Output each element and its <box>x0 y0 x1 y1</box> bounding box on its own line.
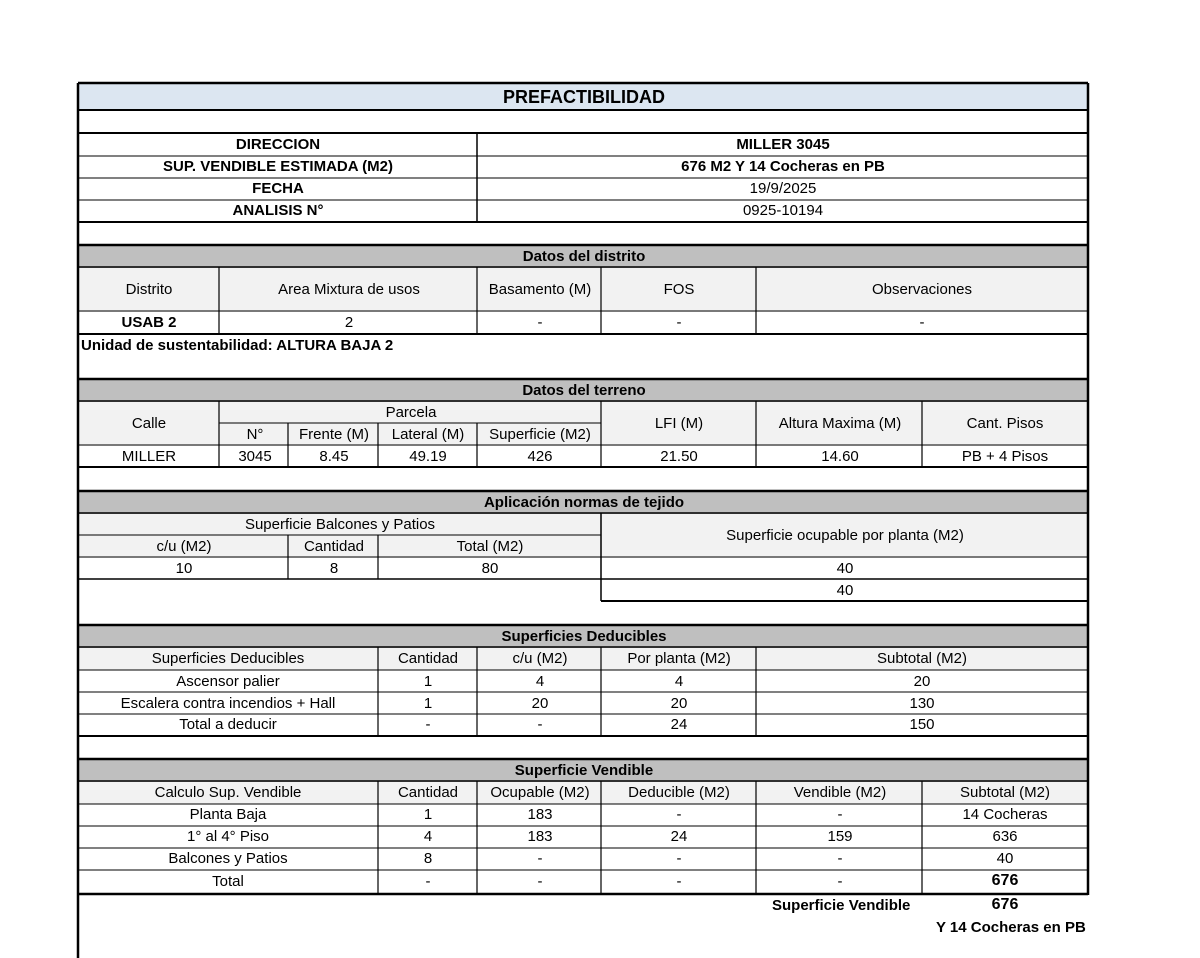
superficie-header: Superficie (M2) <box>489 426 591 443</box>
analisis-value: 0925-10194 <box>742 202 824 219</box>
deducibles-total-planta: 24 <box>670 716 688 733</box>
deducibles-header-subtotal: Subtotal (M2) <box>876 650 968 667</box>
balcones-cu-value: 10 <box>175 560 193 577</box>
vendible-row-cantidad: 8 <box>423 850 433 867</box>
lfi-value: 21.50 <box>660 448 698 465</box>
vendible-row-deducible: - <box>676 806 682 823</box>
vendible-row-ocupable: 183 <box>527 828 553 845</box>
sustentabilidad-note: Unidad de sustentabilidad: ALTURA BAJA 2 <box>81 337 394 354</box>
fos-header: FOS <box>663 281 695 298</box>
fos-value: - <box>676 314 682 331</box>
balcones-total-header: Total (M2) <box>456 538 524 555</box>
vendible-row-cantidad: 4 <box>423 828 433 845</box>
balcones-cantidad-value: 8 <box>329 560 339 577</box>
summary-value: 676 <box>991 896 1019 913</box>
mixtura-value: 2 <box>344 314 354 331</box>
basamento-header: Basamento (M) <box>488 281 592 298</box>
analisis-label: ANALISIS N° <box>232 202 324 219</box>
vendible-row-deducible: 24 <box>670 828 688 845</box>
deducibles-total-subtotal: 150 <box>909 716 935 733</box>
vendible-row-subtotal: 14 Cocheras <box>962 806 1048 823</box>
vendible-header-deducible: Deducible (M2) <box>628 784 730 801</box>
balcones-cantidad-header: Cantidad <box>303 538 365 555</box>
deducibles-header-name: Superficies Deducibles <box>151 650 305 667</box>
lateral-value: 49.19 <box>409 448 447 465</box>
deducibles-row-subtotal: 20 <box>913 673 931 690</box>
deducibles-row-name: Ascensor palier <box>176 673 280 690</box>
vendible-total-cantidad: - <box>425 873 431 890</box>
fecha-value: 19/9/2025 <box>749 180 817 197</box>
summary-label: Superficie Vendible <box>772 897 911 914</box>
vendible-row-name: 1° al 4° Piso <box>186 828 270 845</box>
ocupable-header: Superficie ocupable por planta (M2) <box>726 527 964 544</box>
deducibles-row-cu: 20 <box>531 695 549 712</box>
vendible-row-subtotal: 636 <box>992 828 1018 845</box>
frente-value: 8.45 <box>319 448 349 465</box>
direccion-label: DIRECCION <box>235 136 321 153</box>
lateral-header: Lateral (M) <box>391 426 465 443</box>
vendible-total-deducible: - <box>676 873 682 890</box>
deducibles-row-cantidad: 1 <box>423 673 433 690</box>
pisos-header: Cant. Pisos <box>966 415 1044 432</box>
vendible-header-vendible: Vendible (M2) <box>793 784 887 801</box>
vendible-row-vendible: - <box>837 806 843 823</box>
deducibles-row-subtotal: 130 <box>909 695 935 712</box>
numero-value: 3045 <box>238 448 272 465</box>
calle-header: Calle <box>131 415 167 432</box>
vendible-total-name: Total <box>212 873 244 890</box>
deducibles-row-planta: 4 <box>674 673 684 690</box>
deducibles-header-cantidad: Cantidad <box>397 650 459 667</box>
basamento-value: - <box>537 314 543 331</box>
vendible-section-title: Superficie Vendible <box>514 762 654 779</box>
altura-header: Altura Maxima (M) <box>778 415 902 432</box>
sup-label: SUP. VENDIBLE ESTIMADA (M2) <box>162 158 394 175</box>
distrito-section-title: Datos del distrito <box>522 248 646 265</box>
deducibles-total-cantidad: - <box>425 716 431 733</box>
vendible-total-subtotal: 676 <box>991 872 1019 889</box>
vendible-header-subtotal: Subtotal (M2) <box>959 784 1051 801</box>
distrito-header: Distrito <box>125 281 173 298</box>
summary-note: Y 14 Cocheras en PB <box>936 919 1086 936</box>
balcones-header: Superficie Balcones y Patios <box>244 516 436 533</box>
balcones-cu-header: c/u (M2) <box>156 538 212 555</box>
parcela-header: Parcela <box>385 404 437 421</box>
ocupable-value-1: 40 <box>836 560 854 577</box>
altura-value: 14.60 <box>821 448 859 465</box>
deducibles-total-cu: - <box>537 716 543 733</box>
vendible-row-cantidad: 1 <box>423 806 433 823</box>
sup-value: 676 M2 Y 14 Cocheras en PB <box>681 158 885 175</box>
frente-header: Frente (M) <box>298 426 370 443</box>
distrito-value: USAB 2 <box>121 314 177 331</box>
vendible-header-name: Calculo Sup. Vendible <box>154 784 302 801</box>
vendible-row-ocupable: 183 <box>527 806 553 823</box>
observaciones-value: - <box>919 314 925 331</box>
direccion-value: MILLER 3045 <box>736 136 830 153</box>
calle-value: MILLER <box>121 448 177 465</box>
deducibles-total-name: Total a deducir <box>179 716 277 733</box>
vendible-header-ocupable: Ocupable (M2) <box>490 784 590 801</box>
pisos-value: PB + 4 Pisos <box>961 448 1049 465</box>
fecha-label: FECHA <box>252 180 304 197</box>
superficie-value: 426 <box>527 448 553 465</box>
vendible-row-name: Planta Baja <box>189 806 267 823</box>
observaciones-header: Observaciones <box>871 281 973 298</box>
vendible-row-vendible: 159 <box>827 828 853 845</box>
deducibles-header-planta: Por planta (M2) <box>627 650 731 667</box>
deducibles-section-title: Superficies Deducibles <box>501 628 667 645</box>
tejido-section-title: Aplicación normas de tejido <box>483 494 685 511</box>
deducibles-row-cu: 4 <box>535 673 545 690</box>
page-title: PREFACTIBILIDAD <box>503 87 665 107</box>
deducibles-row-planta: 20 <box>670 695 688 712</box>
vendible-total-ocupable: - <box>537 873 543 890</box>
balcones-total-value: 80 <box>481 560 499 577</box>
terreno-section-title: Datos del terreno <box>522 382 646 399</box>
ocupable-value-2: 40 <box>836 582 854 599</box>
vendible-row-subtotal: 40 <box>996 850 1014 867</box>
vendible-total-vendible: - <box>837 873 843 890</box>
deducibles-row-cantidad: 1 <box>423 695 433 712</box>
vendible-row-name: Balcones y Patios <box>168 850 288 867</box>
numero-header: N° <box>246 426 264 443</box>
vendible-row-deducible: - <box>676 850 682 867</box>
deducibles-row-name: Escalera contra incendios + Hall <box>120 695 336 712</box>
deducibles-header-cu: c/u (M2) <box>512 650 568 667</box>
vendible-row-vendible: - <box>837 850 843 867</box>
lfi-header: LFI (M) <box>654 415 704 432</box>
vendible-header-cantidad: Cantidad <box>397 784 459 801</box>
vendible-row-ocupable: - <box>537 850 543 867</box>
mixtura-header: Area Mixtura de usos <box>278 281 420 298</box>
